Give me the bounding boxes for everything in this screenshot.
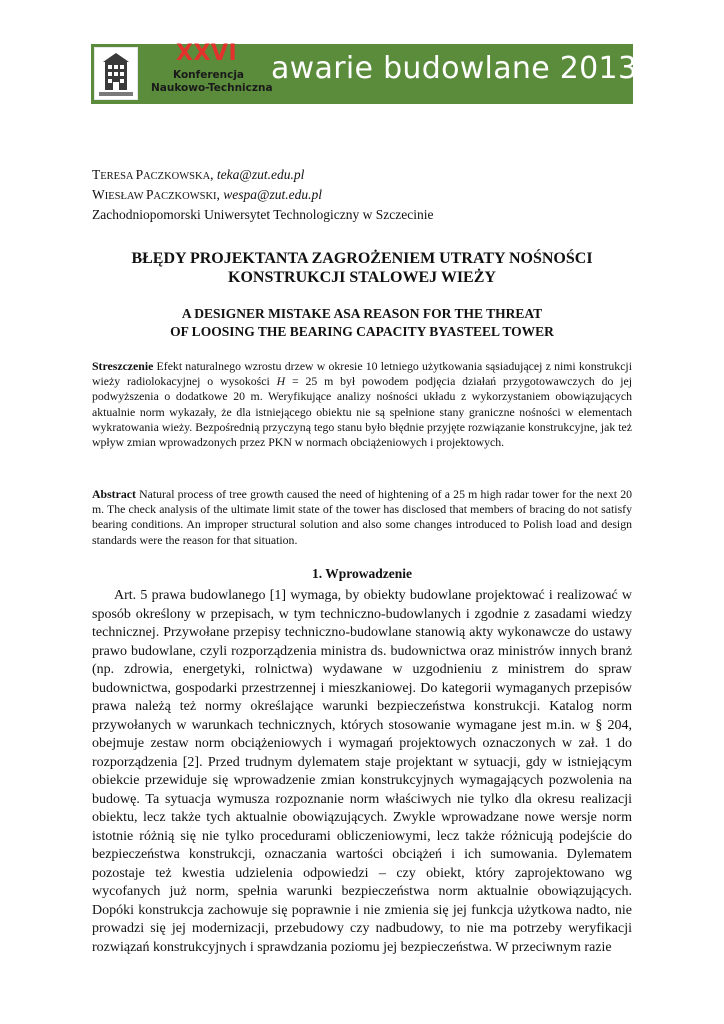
conference-number: XXVI — [176, 41, 238, 66]
paper-title-en — [92, 305, 632, 341]
streszczenie-label: Streszczenie — [92, 359, 154, 373]
paper-title-en-line-1: A DESIGNER MISTAKE ASA REASON FOR THE THREAT — [181, 306, 543, 321]
building-logo-icon — [94, 47, 138, 100]
streszczenie-variable: H — [276, 374, 286, 389]
abstract — [92, 487, 632, 548]
author-2-email: wespa@zut.edu.pl — [223, 187, 322, 202]
conference-banner — [91, 41, 638, 104]
paper-title-pl-line-2: KONSTRUKCJI STALOWEJ WIEŻY — [228, 269, 496, 286]
author-2-name: WIESŁAW PACZKOWSKI — [92, 187, 217, 202]
streszczenie-text-a: Efekt naturalnego wzrostu drzew w okresie 10 letniego użytkowania sąsiadującej z nimi konstrukcji wieży radiolokacyjnej o wysokości — [92, 359, 632, 389]
streszczenie — [92, 359, 632, 450]
conference-label: Konferencja — [173, 69, 245, 81]
abstract-text: Natural process of tree growth caused the need of hightening of a 25 m high radar tower for the next 20 m. The check analysis of the ultimate limit state of the tower has disclosed that members of bracing do not satisfy bearing conditions. An improper structural solution and also some changes introduced to Polish load and design standards were the reason for that situation. — [92, 487, 632, 547]
author-1-email: teka@zut.edu.pl — [216, 167, 305, 182]
paper-title-pl — [92, 249, 632, 287]
author-1: TERESA PACZKOWSKA, teka@zut.edu.pl — [92, 167, 305, 182]
author-block — [92, 166, 433, 224]
paper-title-en-line-2: OF LOOSING THE BEARING CAPACITY BYASTEEL TOWER — [170, 324, 554, 339]
body-paragraph: Art. 5 prawa budowlanego [1] wymaga, by obiekty budowlane projektować i realizować w sposób określony w przepisach, w tym techniczno-budowlanych i zgodnie z zasadami wiedzy technicznej. Przywołane przepisy techniczno-budowlane stanowią akty wykonawcze do ustawy prawo budowlane, czyli rozporządzenia ministra ds. budownictwa oraz ministrów innych branż (np. zdrowia, energetyki, rolnictwa) wydawane w uzgodnieniu z ministrem do spraw budownictwa, gospodarki przestrzennej i mieszkaniowej. Do kategorii wymaganych przepisów prawa należą też normy określające warunki bezpieczeństwa konstrukcji. Katalog norm przywołanych w warunkach technicznych, których stosowanie wymagane jest m.in. w § 204, obejmuje zestaw norm obciążeniowych i wymagań projektowych oznaczonych w zał. 1 do rozporządzenia [2]. Przed trudnym dylematem staje projektant w sytuacji, gdy w istniejącym obiekcie przewiduje się wprowadzenie zmian konstrukcyjnych wymagających pozwolenia na budowę. Ta sytuacja wymusza rozpoznanie norm właściwych nie tylko dla okresu realizacji obiektu, lecz także tych aktualnie obowiązujących. Zwykle wprowadzane nowe wersje norm istotnie różnią się nie tylko procedurami obliczeniowymi, lecz także różnicują podejście do bezpieczeństwa konstrukcji, oznaczania wartości obciążeń i ich sumowania. Dylematem pozostaje też kwestia udzielenia odpowiedzi – czy obiekt, który zaprojektowano wg wycofanych już norm, spełnia warunki bezpieczeństwa norm aktualnie obowiązujących. Dopóki konstrukcja zachowuje się poprawnie i nie zmienia się jej funkcja użytkowa nadto, nie prowadzi się jej modernizacji, przebudowy czy nadbudowy, to nie ma potrzeby weryfikacji rozwiązań konstrukcyjnych i sprawdzania poziomu jej bezpieczeństwa. W przeciwnym razie — [92, 588, 632, 955]
conference-title: awarie budowlane 2013 — [271, 51, 638, 86]
author-2: WIESŁAW PACZKOWSKI, wespa@zut.edu.pl — [92, 187, 322, 202]
streszczenie-text-b: = 25 m był powodem podjęcia działań przygotowawczych do jej podwyższenia o dodatkowe 20 m. Weryfikujące analizy nośności układu z wykorzystaniem obowiązujących aktualnie norm wykazały, że dla istniejącego obiektu nie są spełnione stany graniczne nośności w elementach wykratowania wieży. Bezpośrednią przyczyną tego stanu było błędnie przyjęte rozwiązanie konstrukcyjne, jak też wpływ zmian wprowadzonych przez PKN w normach obciążeniowych i projektowych. — [92, 374, 633, 450]
conference-type: Naukowo-Techniczna — [151, 82, 273, 94]
author-1-name: TERESA PACZKOWSKA — [92, 167, 211, 182]
affiliation: Zachodniopomorski Uniwersytet Technologiczny w Szczecinie — [92, 207, 434, 222]
section-heading: 1. Wprowadzenie — [311, 566, 412, 581]
abstract-label: Abstract — [92, 487, 136, 501]
paper-title-pl-line-1: BŁĘDY PROJEKTANTA ZAGROŻENIEM UTRATY NOŚNOŚCI — [131, 250, 593, 267]
